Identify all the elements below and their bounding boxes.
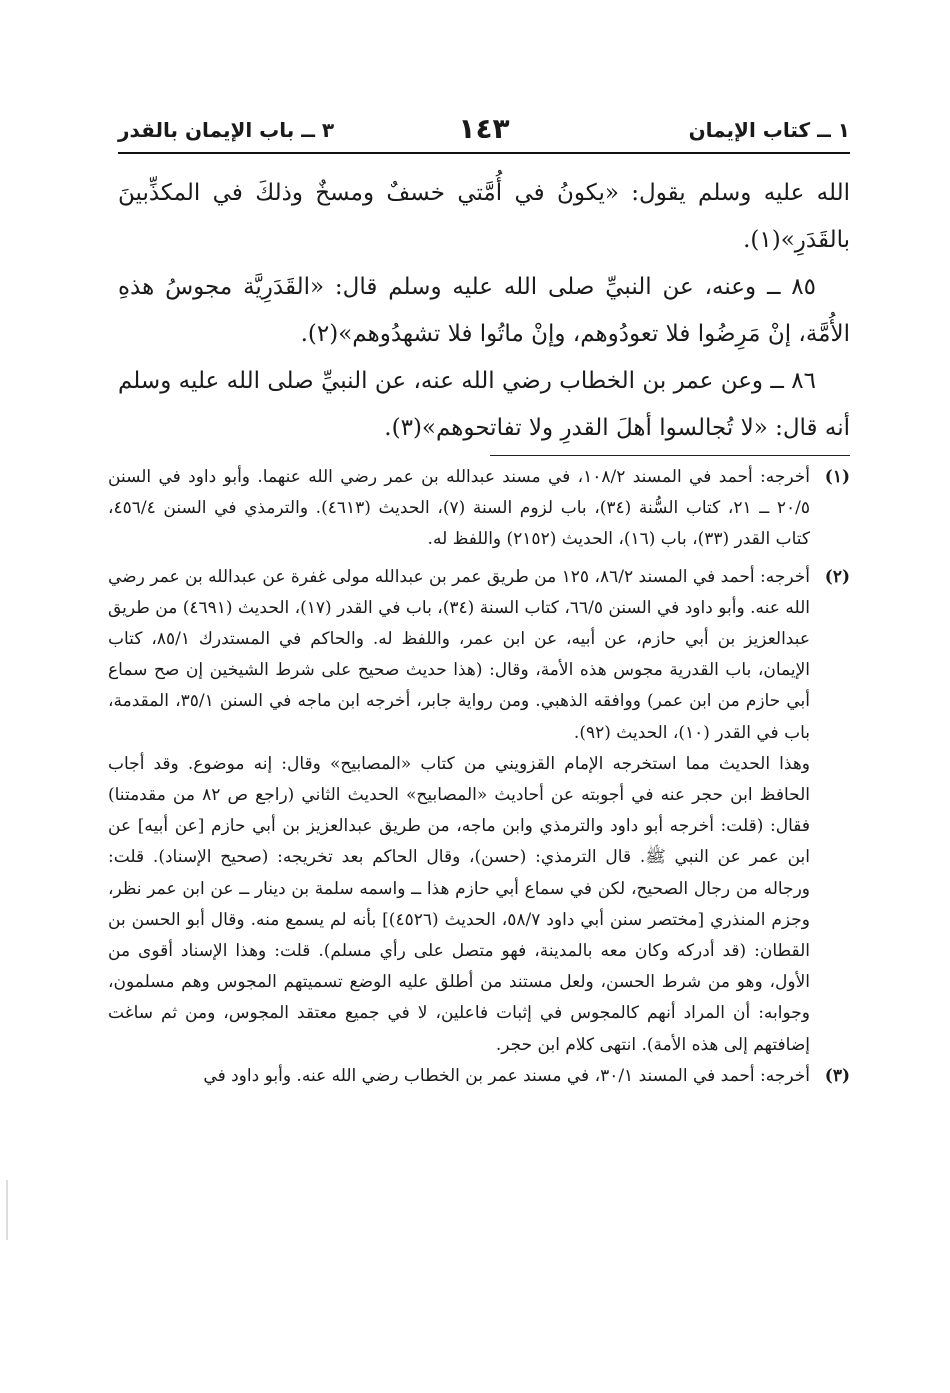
hadith-85: ٨٥ ــ وعنه، عن النبيِّ صلى الله عليه وسلم قال: «القَدَرِيَّة مجوسُ هذهِ الأُمَّة، إنْ مَرِضُوا فلا تعودُوهم، وإنْ ماتُوا فلا تشهدُوهم»(٢). — [118, 274, 850, 347]
footnote-marker: (٢) — [824, 566, 850, 587]
scan-edge-mark — [6, 1180, 8, 1240]
footnote-2 — [108, 562, 850, 1061]
footnote-1 — [108, 462, 850, 556]
footnote-text: أخرجه: أحمد في المسند ٣٠/١، في مسند عمر بن الخطاب رضي الله عنه. وأبو داود في — [203, 1065, 810, 1086]
main-text — [118, 170, 850, 452]
footnote-text: أخرجه: أحمد في المسند ٨٦/٢، ١٢٥ من طريق عمر بن عبدالله مولى غفرة عن عبدالله بن عمر رضي الله عنه. وأبو داود في السنن ٦٦/٥، كتاب السنة (٣٤)، باب في القدر (١٧)، الحديث (٤٦٩١) من طريق عبدالعزيز بن أبي حازم، عن أبيه، عن ابن عمر، واللفظ له. والحاكم في المستدرك ٨٥/١، كتاب الإيمان، باب القدرية مجوس هذه الأمة، وقال: (هذا حديث صحيح على شرط الشيخين إن صح سماع أبي حازم من ابن عمر) ووافقه الذهبي. ومن رواية جابر، أخرجه ابن ماجه في السنن ٣٥/١، المقدمة، باب في القدر (١٠)، الحديث (٩٢). — [108, 566, 811, 743]
footnote-marker: (٣) — [824, 1065, 850, 1086]
footnote-text: أخرجه: أحمد في المسند ١٠٨/٢، في مسند عبدالله بن عمر رضي الله عنهما. وأبو داود في السنن ٢٠/٥ ــ ٢١، كتاب السُّنة (٣٤)، باب لزوم السنة (٧)، الحديث (٤٦١٣). والترمذي في السنن ٤٥٦/٤، كتاب القدر (٣٣)، باب (١٦)، الحديث (٢١٥٢) واللفظ له. — [108, 467, 810, 550]
footnote-marker: (١) — [824, 467, 850, 487]
chapter-title: ١ ــ كتاب الإيمان — [688, 118, 850, 142]
running-header — [118, 112, 850, 152]
hadith-86: ٨٦ ــ وعن عمر بن الخطاب رضي الله عنه، عن النبيِّ صلى الله عليه وسلم أنه قال: «لا تُجالسوا أهلَ القدرِ ولا تفاتحوهم»(٣). — [118, 368, 850, 441]
header-rule — [118, 152, 850, 154]
footnotes — [108, 462, 850, 1092]
paragraph-continuation: الله عليه وسلم يقول: «يكونُ في أُمَّتي خسفٌ ومسخٌ وذلكَ في المكذِّبينَ بالقَدَرِ»(١). — [118, 180, 850, 253]
footnote-3 — [108, 1061, 850, 1092]
footnote-commentary: وهذا الحديث مما استخرجه الإمام القزويني من كتاب «المصابيح» وقال: إنه موضوع. وقد أجاب الحافظ ابن حجر عنه في أجوبته عن أحاديث «المصابيح» الحديث الثاني (راجع ص ٨٢ من مقدمتنا) فقال: (قلت: أخرجه أبو داود والترمذي وابن ماجه، من طريق عبدالعزيز بن أبي حازم [عن أبيه] عن ابن عمر عن النبي ﷺ. قال الترمذي: (حسن)، وقال الحاكم بعد تخريجه: (صحيح الإسناد). قلت: ورجاله من رجال الصحيح، لكن في سماع أبي حازم هذا ــ واسمه سلمة بن دينار ــ عن ابن عمر نظر، وجزم المنذري [مختصر سنن أبي داود ٥٨/٧، الحديث (٤٥٢٦)] بأنه لم يسمع منه. وقال أبو الحسن بن القطان: (قد أدركه وكان معه بالمدينة، فهو متصل على رأي مسلم). قلت: وهذا الإسناد أقوى من الأول، وهو من شرط الحسن، ولعل مستند من أطلق عليه الوضع تسميتهم المجوس وهم مسلمون، وجوابه: أن المراد أنهم كالمجوس في إثبات فاعلين، لا في جميع معتقد المجوس، ومن ثم ساغت إضافتهم إلى هذه الأمة). انتهى كلام ابن حجر. — [108, 753, 811, 1055]
section-title: ٣ ــ باب الإيمان بالقدر — [118, 118, 335, 142]
page-number: ١٤٣ — [458, 112, 510, 145]
footnote-separator — [490, 455, 850, 456]
